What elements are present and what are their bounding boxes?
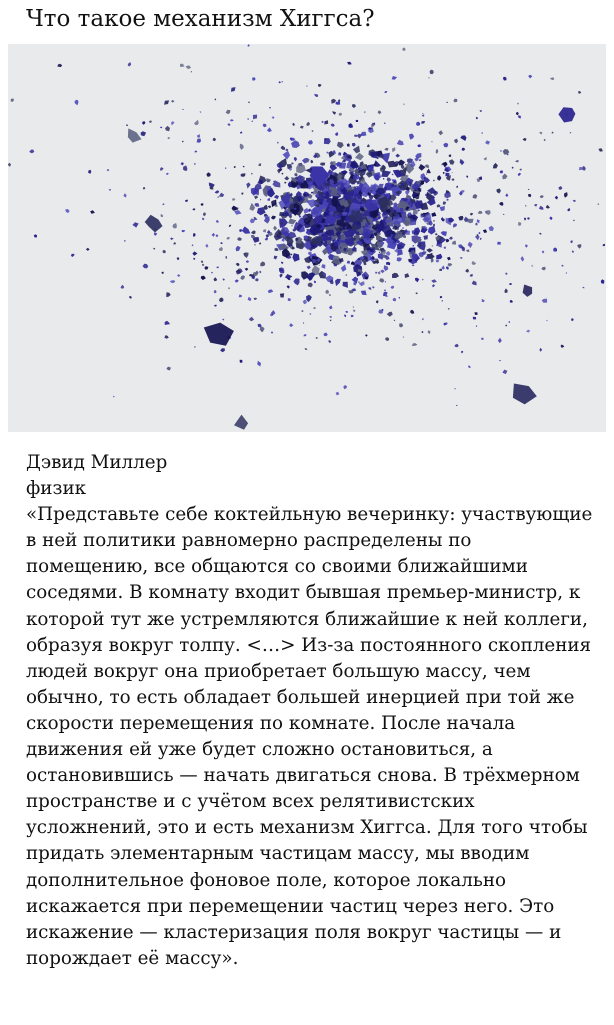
quote-text: «Представьте себе коктейльную вечеринку: участвующие в ней политики равномерно распределены по помещению, все общаются со своими ближайшими соседями. В комнату входит бывшая премьер-министр, к которой тут же устремляются ближайшие к ней коллеги, образуя вокруг толпу. <…> Из-за постоянного скопления людей вокруг она приобретает большую массу, чем обычно, то есть обладает большей инерцией при той же скорости перемещения по комнате. После начала движения ей уже будет сложно остановиться, а остановившись — начать двигаться снова. В трёхмерном пространстве и с учётом всех релятивистских усложнений, это и есть механизм Хиггса. Для того чтобы придать элементарным частицам массу, мы вводим дополнительное фоновое поле, которое локально искажается при перемещении частиц через него. Это искажение — кластеризация поля вокруг частицы — и порождает её массу». <box>26 504 593 969</box>
article-body <box>26 450 594 972</box>
article-photo <box>8 44 606 432</box>
article-title: Что такое механизм Хиггса? <box>26 6 375 32</box>
author-name: Дэвид Миллер <box>26 452 168 473</box>
blue-particles-image <box>8 44 606 432</box>
author-role: физик <box>26 478 87 500</box>
